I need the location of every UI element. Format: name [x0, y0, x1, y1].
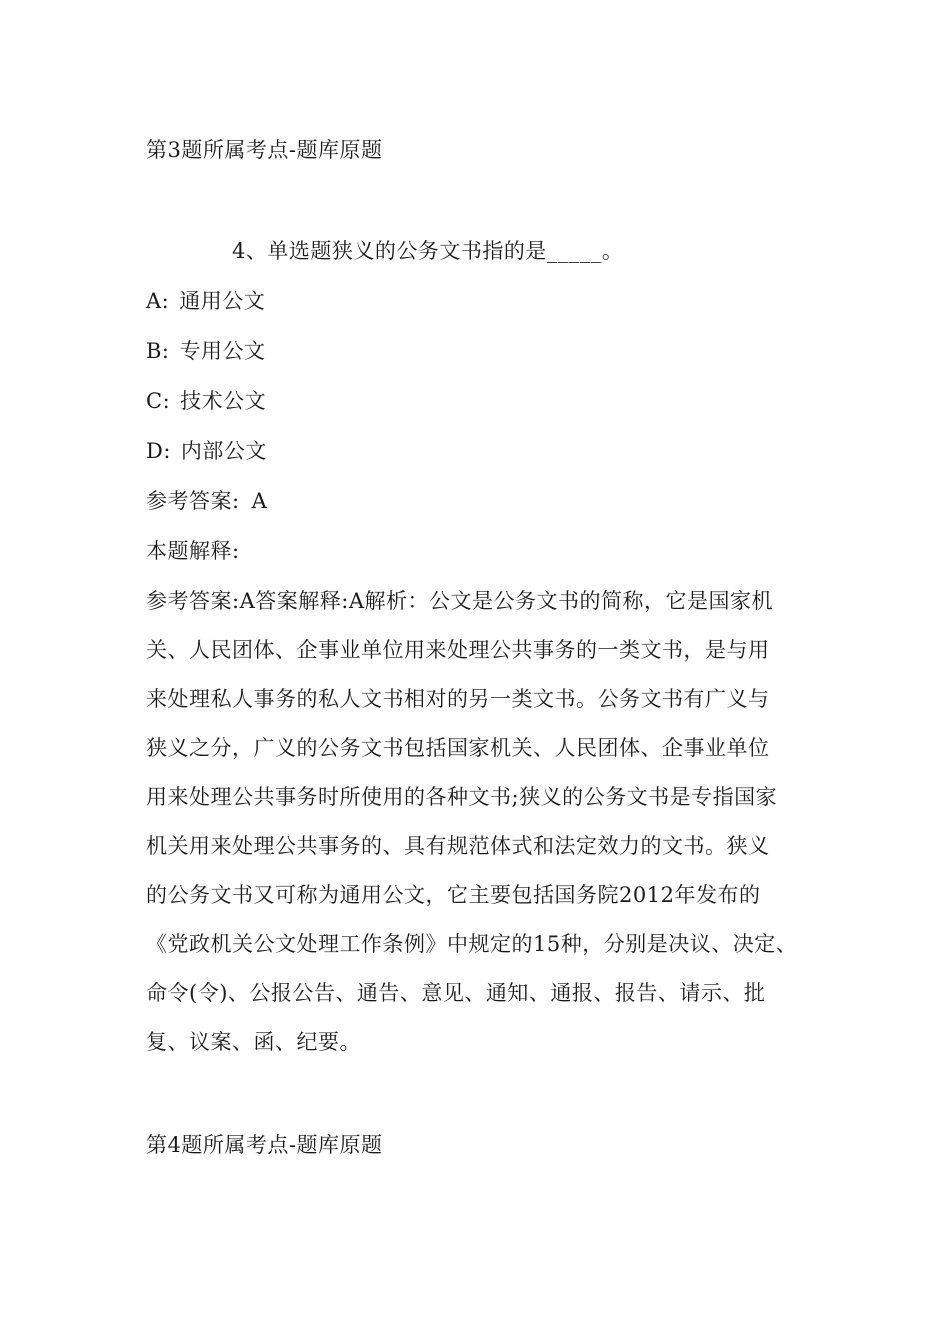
option-letter: A: — [146, 289, 170, 313]
explanation-line: 《党政机关公文处理工作条例》中规定的15种，分别是决议、决定、 — [146, 932, 798, 956]
explanation-line: 机关用来处理公共事务的、具有规范体式和法定效力的文书。狭义 — [146, 834, 770, 858]
explanation-line: 的公务文书又可称为通用公文，它主要包括国务院2012年发布的 — [146, 883, 761, 907]
explanation-line: 参考答案:A答案解释:A解析：公文是公务文书的简称，它是国家机 — [146, 589, 773, 613]
answer-label: 参考答案: — [146, 489, 240, 513]
explanation-line: 狭义之分，广义的公务文书包括国家机关、人民团体、企事业单位 — [146, 736, 770, 760]
option-b — [146, 337, 266, 365]
option-d — [146, 437, 267, 465]
option-text: 技术公文 — [180, 389, 267, 413]
section-3-topic: 第3题所属考点-题库原题 — [146, 138, 383, 162]
option-letter: B: — [146, 339, 170, 363]
explanation-line: 命令(令)、公报公告、通告、意见、通知、通报、报告、请示、批 — [146, 981, 766, 1005]
option-text: 专用公文 — [179, 339, 266, 363]
option-letter: D: — [146, 439, 171, 463]
option-c — [146, 387, 266, 415]
question-stem: 4、单选题狭义的公务文书指的是_____。 — [232, 239, 624, 263]
answer-value: A — [251, 489, 268, 513]
explanation-line: 关、人民团体、企事业单位用来处理公共事务的一类文书，是与用 — [146, 638, 770, 662]
explanation-label: 本题解释: — [146, 539, 240, 563]
option-text: 通用公文 — [179, 289, 266, 313]
explanation-line: 复、议案、函、纪要。 — [146, 1030, 361, 1054]
option-a — [146, 287, 265, 315]
explanation-line: 用来处理公共事务时所使用的各种文书;狭义的公务文书是专指国家 — [146, 785, 778, 809]
option-text: 内部公文 — [180, 439, 267, 463]
section-4-topic: 第4题所属考点-题库原题 — [146, 1133, 383, 1157]
explanation-line: 来处理私人事务的私人文书相对的另一类文书。公务文书有广义与 — [146, 687, 770, 711]
reference-answer — [146, 487, 267, 515]
option-letter: C: — [146, 389, 171, 413]
